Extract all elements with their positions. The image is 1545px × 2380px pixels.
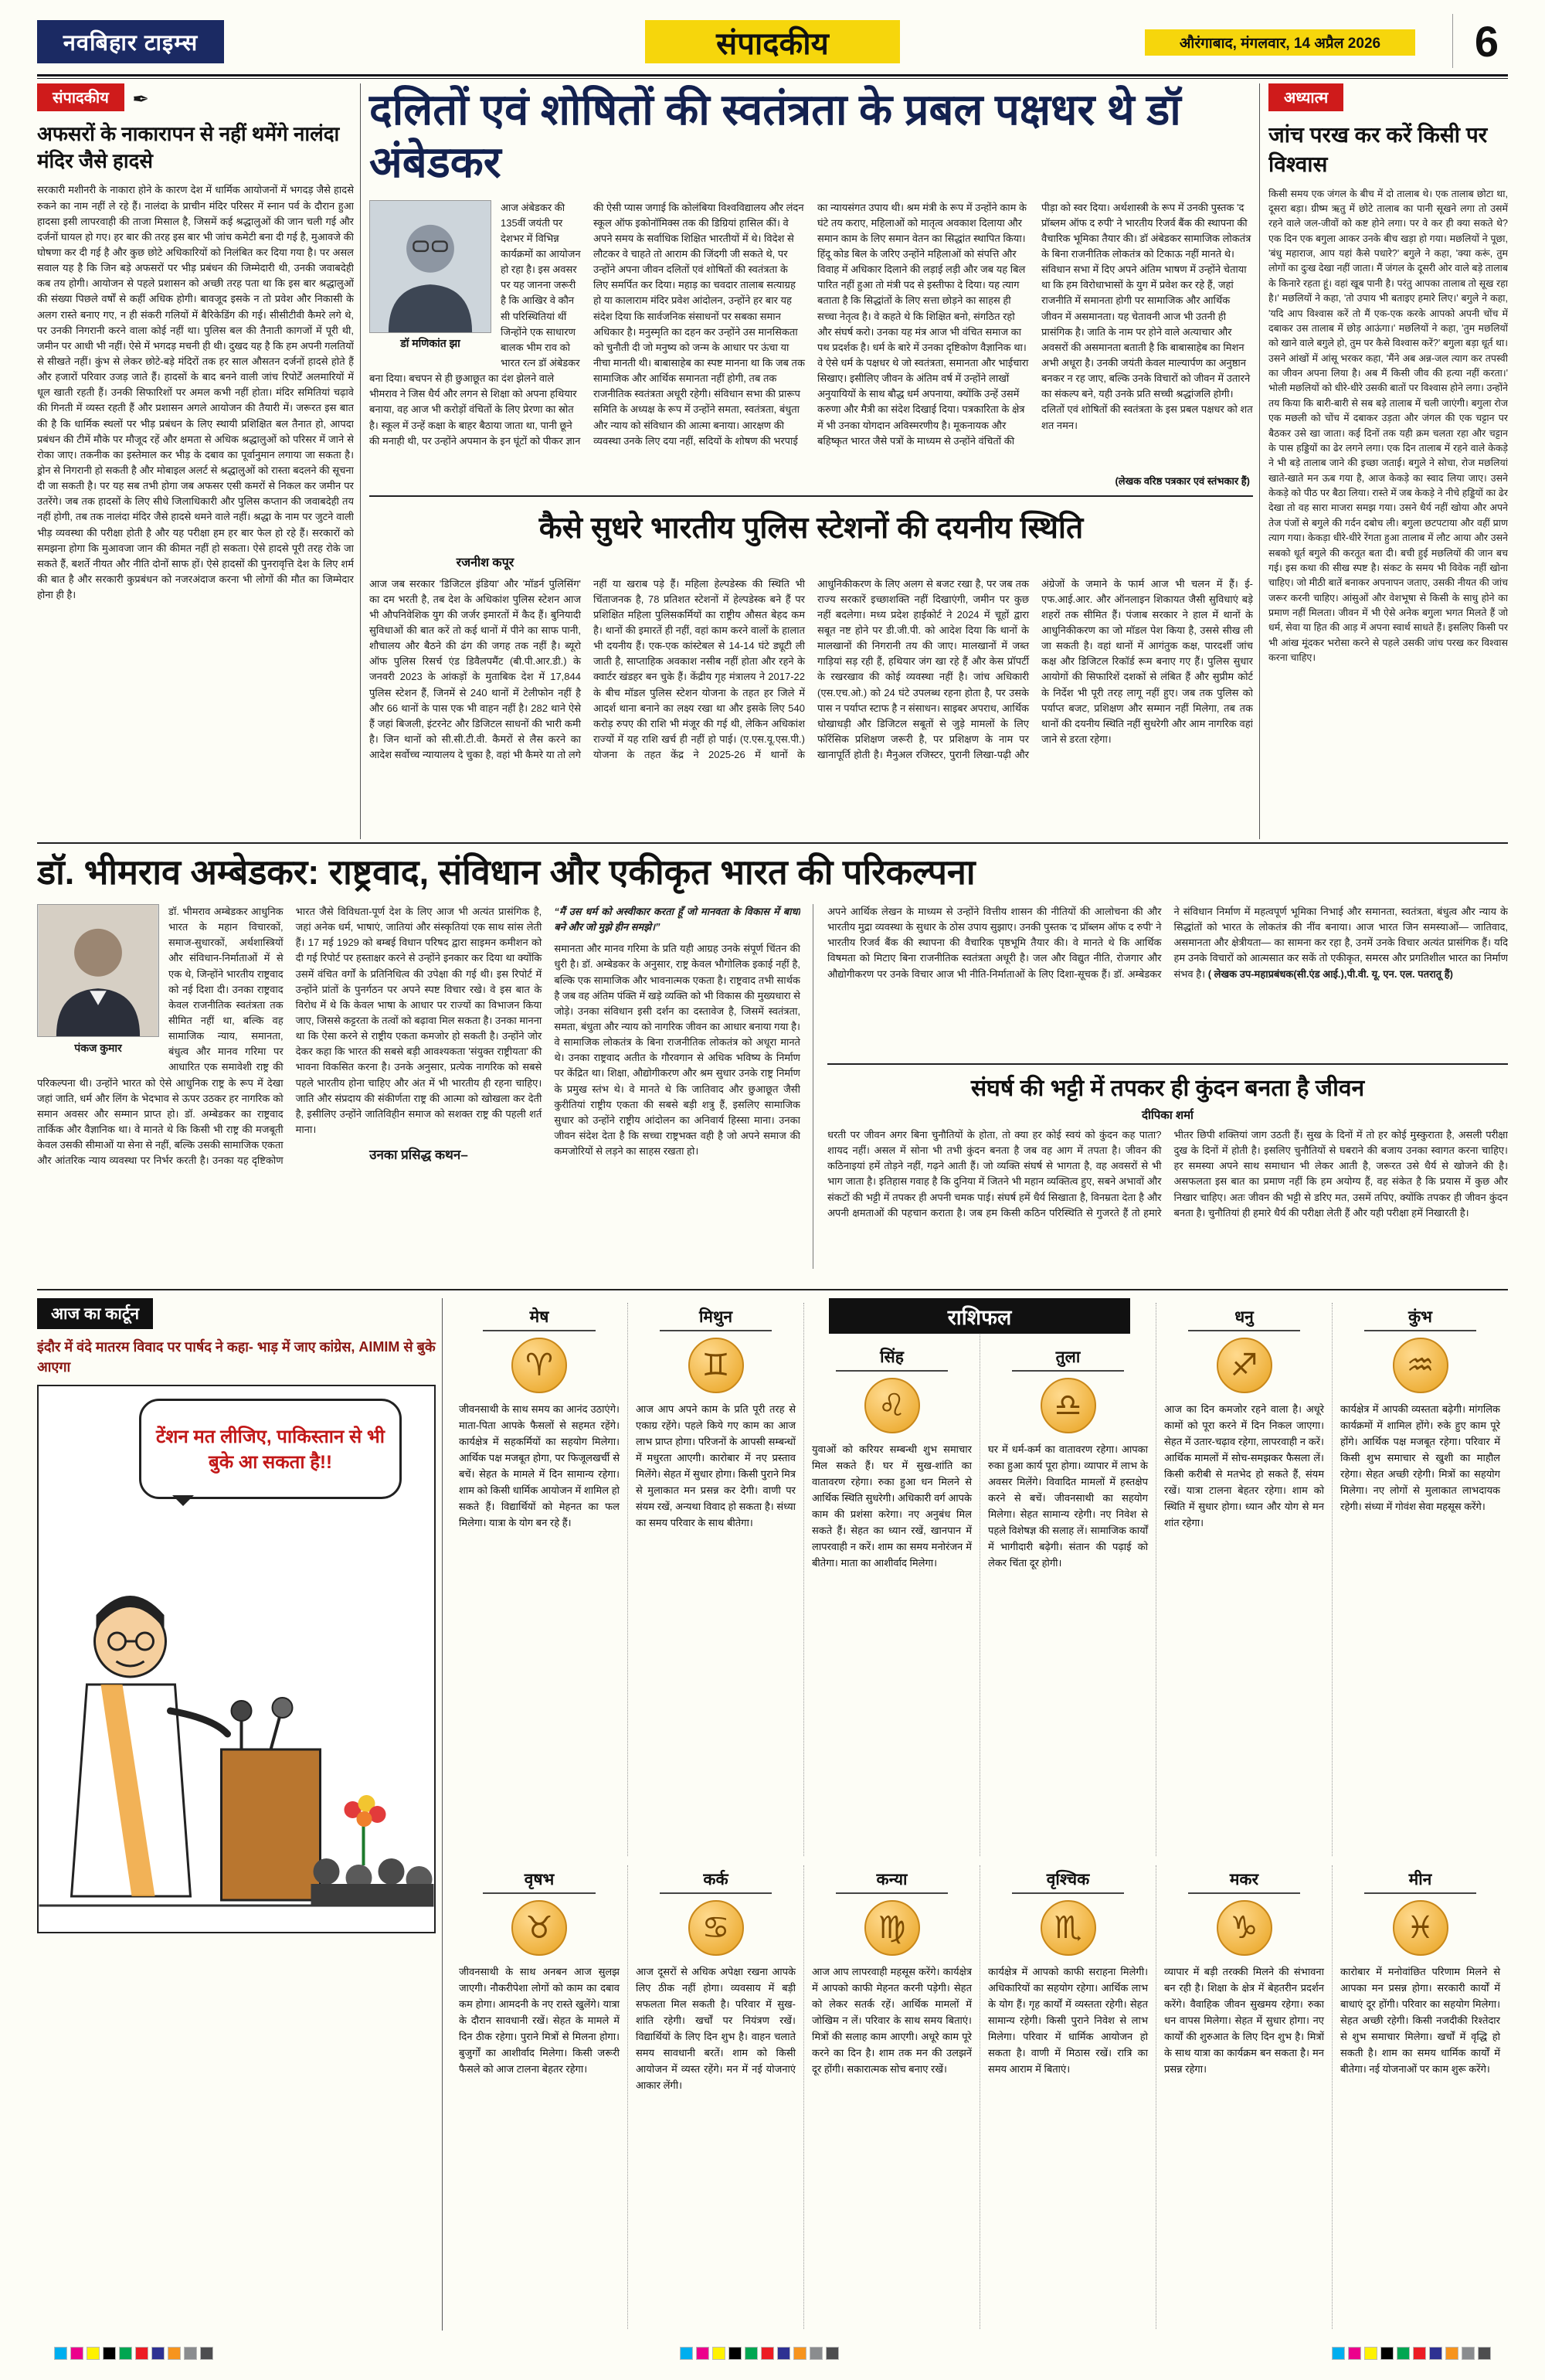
cartoon-section-label: आज का कार्टून [37,1298,153,1329]
header-rule [37,74,1508,76]
horoscope-card-tula [980,1303,1156,1856]
author-photo [37,904,159,1057]
horoscope-card-vrishchik [980,1865,1156,2329]
horoscope-card-singh [803,1303,980,1856]
zodiac-name: तुला [1012,1346,1124,1372]
pen-icon: ✒ [132,87,150,111]
zodiac-symbol: ♑ [1230,1911,1258,1945]
zodiac-name: धनु [1188,1306,1300,1331]
horoscope-text: व्यापार में बड़ी तरक्की मिलने की संभावना बन रही है। शिक्षा के क्षेत्र में बेहतरीन प्रदर्शन करेंगे। वैवाहिक जीवन सुखमय रहेगा। रुका धन वापस मिलेगा। सेहत में सुधार होगा। नए कार्यों की शुरुआत के लिए दिन शुभ है। मित्रों के साथ यात्रा का कार्यक्रम बन सकता है। मन प्रसन्न रहेगा। [1164,1966,1324,2076]
photo-caption: पंकज कुमार [74,1042,122,1054]
photo-caption: डॉ मणिकांत झा [400,336,460,349]
ambedkar-right-body-wrap [827,904,1508,1056]
ambedkar-article [37,852,1508,1281]
zodiac-name: कर्क [660,1868,772,1894]
horoscope-text: आज आप अपने काम के प्रति पूरी तरह से एकाग्र रहेंगे। पहले किये गए काम का आज लाभ प्राप्त होगा। परिजनों के आपसी सम्बन्धों में मधुरता आएगी। कारोबार में नए प्रस्ताव मिलेंगे। सेहत में सुधार होगा। किसी पुराने मित्र से मुलाकात मन प्रसन्न कर देगी। वाणी पर संयम रखें, अन्यथा विवाद हो सकता है। संध्या का समय परिवार के साथ बीतेगा। [636,1403,796,1529]
horoscope-card-mesh [451,1303,627,1856]
horoscope-card-dhanu [1156,1303,1332,1856]
zodiac-symbol: ♌ [878,1389,906,1423]
zodiac-icon [511,1338,567,1393]
horoscope-card-kanya [803,1865,980,2329]
zodiac-icon [864,1378,920,1433]
horoscope-section-title: राशिफल [829,1298,1130,1334]
quote-heading: उनका प्रसिद्ध कथन– [369,1148,468,1163]
zodiac-icon [1041,1378,1096,1433]
zodiac-icon [1393,1338,1448,1393]
zodiac-name: वृषभ [483,1868,596,1894]
police-article-headline: कैसे सुधरे भारतीय पुलिस स्टेशनों की दयनीय स्थिति [538,511,1084,545]
zodiac-name: कुंभ [1364,1306,1476,1331]
ambedkar-endnote: ( लेखक उप-महाप्रबंधक(सी.एंड आई.),पी.वी. यू. एन. एल. पतरातू हैं) [1207,967,1454,980]
struggle-byline: दीपिका शर्मा [1142,1109,1194,1122]
zodiac-icon [688,1900,744,1956]
ambedkar-right-block [827,904,1508,1274]
cartoon-caption: इंदौर में वंदे मातरम विवाद पर पार्षद ने कहा- भाड़ में जाए कांग्रेस, AIMIM से बुके आएगा [37,1339,436,1375]
speech-bubble: टेंशन मत लीजिए, पाकिस्तान से भी बुके आ सकता है!! [139,1399,402,1499]
zodiac-icon [864,1900,920,1956]
print-registration-marks [1332,2347,1491,2360]
column-divider [442,1298,443,2331]
header-rule-thin [37,78,1508,79]
horoscope-card-kumbh [1332,1303,1508,1856]
cartoon-drawing [37,1385,436,1933]
horoscope-text: आज दूसरों से अधिक अपेक्षा रखना आपके लिए ठीक नहीं होगा। व्यवसाय में बड़ी सफलता मिल सकती है। परिवार में सुख-शांति रहेगी। खर्चों पर नियंत्रण रखें। विद्यार्थियों के लिए दिन शुभ है। वाहन चलाते समय सावधानी बरतें। शाम को किसी आयोजन में व्यस्त रहेंगे। मन में नई योजनाएं आकार लेंगी। [636,1966,796,2092]
horoscope-card-vrishabh [451,1865,627,2329]
author-portrait-image [369,200,491,333]
horoscope-text: कार्यक्षेत्र में आपको काफी सराहना मिलेगी। अधिकारियों का सहयोग रहेगा। आर्थिक लाभ के योग हैं। गृह कार्यों में व्यस्तता रहेगी। सेहत सामान्य रहेगी। किसी पुराने निवेश से लाभ मिलेगा। परिवार में धार्मिक आयोजन हो सकता है। वाणी में मिठास रखें। रात्रि का समय आराम में बिताएं। [988,1966,1148,2076]
print-registration-marks [680,2347,839,2360]
editorial-column [37,83,354,839]
column-divider [360,83,361,839]
zodiac-symbol: ♎ [1054,1389,1082,1423]
zodiac-symbol: ♏ [1054,1911,1082,1945]
horoscope-text: युवाओं को करियर सम्बन्धी शुभ समाचार मिल सकते हैं। घर में सुख-शांति का वातावरण रहेगा। रुका हुआ धन मिलने से आर्थिक स्थिति सुधरेगी। अधिकारी वर्ग आपके काम की प्रशंसा करेगा। नए अनुबंध मिल सकते हैं। सेहत का ध्यान रखें, खानपान में लापरवाही न करें। शाम का समय मनोरंजन में बीतेगा। माता का आशीर्वाद मिलेगा। [812,1443,972,1569]
zodiac-name: मेष [483,1306,596,1331]
struggle-headline: संघर्ष की भट्टी में तपकर ही कुंदन बनता है जीवन [970,1076,1365,1101]
zodiac-symbol: ♋ [701,1911,730,1945]
zodiac-name: वृश्चिक [1012,1868,1124,1894]
famous-quote: “मैं उस धर्म को अस्वीकार करता हूँ जो मानवता के विकास में बाधा बने और जो मुझे हीन समझे।” [554,906,800,933]
ambedkar-headline: डॉ. भीमराव अम्बेडकर: राष्ट्रवाद, संविधान और एकीकृत भारत की परिकल्पना [37,852,976,892]
spiritual-headline: जांच परख कर करें किसी पर विश्वास [1268,123,1488,176]
struggle-body: धरती पर जीवन अगर बिना चुनौतियों के होता, तो क्या हर कोई स्वयं को कुंदन कह पाता? शायद नहीं। असल में सोना भी तभी कुंदन बनता है जब वह आग में तपता है। जीवन की कठिनाइयां हमें तोड़ने नहीं, गढ़ने आती हैं। जो व्यक्ति संघर्ष से भागता है, वह अवसरों से भी भाग जाता है। इतिहास गवाह है कि दुनिया में जितने भी महान व्यक्तित्व हुए, सबने अभावों और संकटों की भट्टी में तपकर ही अपनी चमक पाई। संघर्ष हमें धैर्य सिखाता है, विनम्रता देता है और अपनी क्षमताओं की पहचान कराता है। जब हम किसी कठिन परिस्थिति से गुजरते हैं तो हमारे भीतर छिपी शक्तियां जाग उठती हैं। सुख के दिनों में तो हर कोई मुस्कुराता है, असली परीक्षा दुख के दिनों में होती है। इसलिए चुनौतियों से घबराने की बजाय उनका स्वागत करना चाहिए। हर समस्या अपने साथ समाधान भी लेकर आती है, जरूरत उसे धैर्य से खोजने की है। असफलता इस बात का प्रमाण नहीं कि हम अयोग्य हैं, वह संकेत है कि प्रयास में कुछ और निखार चाहिए। अतः जीवन की भट्टी से डरिए मत, उसमें तपिए, क्योंकि तपकर ही जीवन कुंदन बनता है। चुनौतियां ही हमारे धैर्य की परीक्षा लेती हैं और यही परीक्षा हमें निखारती है। [827,1129,1508,1219]
zodiac-symbol: ♒ [1406,1348,1435,1382]
zodiac-symbol: ♍ [878,1911,906,1945]
horoscope-card-meen [1332,1865,1508,2329]
spiritual-column [1268,83,1508,839]
newspaper-masthead: नवबिहार टाइम्स [37,20,224,63]
spiritual-section-ribbon: अध्यात्म [1268,83,1343,111]
zodiac-icon [1217,1338,1272,1393]
section-rule [37,1289,1508,1290]
editorial-body: सरकारी मशीनरी के नाकारा होने के कारण देश में धार्मिक आयोजनों में भगदड़ जैसे हादसे रुकने का नाम नहीं ले रहे हैं। नालंदा के प्राचीन मंदिर परिसर में स्नान पर्व के दौरान हुआ हादसा इसी लापरवाही की ताजा मिसाल है, जिसमें कई श्रद्धालुओं की जान चली गई और दर्जनों घायल हो गए। हर बार की तरह इस बार भी जांच कमेटी बना दी गई है, मुआवजे की घोषणा कर दी गई है और कुछ छोटे अधिकारियों को निलंबित कर दिया गया है। पर असल सवाल यह है कि जिन बड़े अफसरों पर भीड़ प्रबंधन की जिम्मेदारी थी, उनकी जवाबदेही कब तय होगी। आयोजन से पहले प्रशासन को अच्छी तरह पता था कि इस बार श्रद्धालुओं की संख्या पिछले वर्षों से कहीं अधिक होगी। बावजूद इसके न तो प्रवेश और निकासी के अलग रास्ते बनाए गए, न ही संकरी गलियों में बैरिकेडिंग की गई। सीसीटीवी कैमरे लगे थे, पर उनकी निगरानी करने वाला कोई नहीं था। पुलिस बल की तैनाती कागजों में पूरी थी, जमीन पर आधी भी नहीं। ऐसे में भगदड़ मचनी ही थी। दुखद यह है कि हम अपनी गलतियों से सीखते नहीं। कुंभ से लेकर छोटे-बड़े मंदिरों तक हर साल औसतन दर्जनों हादसे होते हैं और हजारों परिवार उजड़ जाते हैं। हादसों के बाद बनने वाली जांच रिपोर्टें अलमारियों में धूल खाती रहती हैं। उनकी सिफारिशों पर अमल कभी नहीं होता। मंदिर समितियां चढ़ावे की गिनती में व्यस्त रहती हैं और प्रशासन अगले आयोजन की तैयारी में। जरूरत इस बात की है कि धार्मिक स्थलों पर भीड़ प्रबंधन के लिए स्थायी प्रशिक्षित बल तैनात हो, आपदा प्रबंधन की टीमें मौके पर मौजूद रहें और क्षमता से अधिक श्रद्धालुओं को परिसर में जाने से रोका जाए। तकनीक का इस्तेमाल कर भीड़ के दबाव का पूर्वानुमान लगाया जा सकता है। ड्रोन से निगरानी हो सकती है और मोबाइल अलर्ट से श्रद्धालुओं को रास्ता बदलने की सूचना दी जा सकती है। पर यह सब तभी होगा जब अफसर एसी कमरों से निकल कर जमीन पर उतरेंगे। जब तक हादसों के लिए सीधे जिलाधिकारी और पुलिस कप्तान की जवाबदेही तय नहीं होगी, तब तक नालंदा मंदिर जैसे हादसे थमने वाले नहीं। श्रद्धा के नाम पर जुटने वाली भीड़ व्यवस्था की परीक्षा होती है और यह परीक्षा हम हर बार फेल हो रहे हैं। सरकारों को समझना होगा कि मुआवजा जान की कीमत नहीं हो सकता। ऐसे हादसे पूरी तरह रोके जा सकते हैं, बशर्ते नीयत और नीति दोनों साफ हों। ऐसे हादसों की पुनरावृत्ति देश के लिए शर्म की बात है और सरकारी कुप्रबंधन को नजरअंदाज करना भी लोगों की मौत का जिम्मेदार होना ही है। [37,184,354,601]
author-photo [369,200,491,351]
police-article [369,495,1253,835]
horoscope-text: घर में धर्म-कर्म का वातावरण रहेगा। आपका रुका हुआ कार्य पूरा होगा। व्यापार में लाभ के अवसर मिलेंगे। विवादित मामलों में हस्तक्षेप करने से बचें। जीवनसाथी का सहयोग मिलेगा। सेहत सामान्य रहेगी। नए निवेश से पहले विशेषज्ञ की सलाह लें। सामाजिक कार्यों में भागीदारी बढ़ेगी। संतान की पढ़ाई को लेकर चिंता दूर होगी। [988,1443,1148,1569]
column-divider [1259,83,1260,839]
zodiac-icon [1393,1900,1448,1956]
main-article-endnote: (लेखक वरिष्ठ पत्रकार एवं स्तंभकार हैं) [1107,474,1250,488]
zodiac-icon [1041,1900,1096,1956]
horoscope-card-kark [627,1865,803,2329]
author-portrait-image [37,904,159,1037]
horoscope-card-mithun [627,1303,803,1856]
ambedkar-left-block [37,904,813,1269]
horoscope-text: आज का दिन कमजोर रहने वाला है। अधूरे कामों को पूरा करने में दिन निकल जाएगा। सेहत में उतार-चढ़ाव रहेगा, लापरवाही न करें। आर्थिक मामलों में सोच-समझकर फैसला लें। किसी करीबी से मतभेद हो सकते हैं, संयम रखें। यात्रा टालना बेहतर रहेगा। शाम को स्थिति में सुधार होगा। ध्यान और योग से मन शांत रहेगा। [1164,1403,1324,1529]
zodiac-name: मिथुन [660,1306,772,1331]
horoscope-text: कार्यक्षेत्र में आपकी व्यस्तता बढ़ेगी। मांगलिक कार्यक्रमों में शामिल होंगे। रुके हुए काम पूरे होंगे। आर्थिक पक्ष मजबूत रहेगा। परिवार में किसी शुभ समाचार से खुशी का माहौल रहेगा। सेहत अच्छी रहेगी। मित्रों का सहयोग मिलेगा। नए लोगों से मुलाकात लाभदायक रहेगी। संध्या में गोवंश सेवा महसूस करेंगे। [1340,1403,1500,1513]
zodiac-name: सिंह [836,1346,948,1372]
main-article-body-wrap [369,200,1253,488]
zodiac-symbol: ♓ [1406,1911,1435,1945]
print-registration-marks [54,2347,213,2360]
horoscope-text: कारोबार में मनोवांछित परिणाम मिलने से आपका मन प्रसन्न होगा। सरकारी कार्यों में बाधाएं दूर होंगी। परिवार का सहयोग मिलेगा। सेहत अच्छी रहेगी। किसी नजदीकी रिश्तेदार से शुभ समाचार मिलेगा। खर्चों में वृद्धि हो सकती है। शाम का समय धार्मिक कार्यों में बीतेगा। नई योजनाओं पर काम शुरू करेंगे। [1340,1966,1500,2076]
zodiac-name: मीन [1364,1868,1476,1894]
page-section-label: संपादकीय [645,20,900,63]
horoscope-card-makar [1156,1865,1332,2329]
zodiac-symbol: ♊ [701,1348,730,1382]
ambedkar-body-right: अपने आर्थिक लेखन के माध्यम से उन्होंने वित्तीय शासन की नीतियों की आलोचना की और भारतीय मुद्रा व्यवस्था के सुधार के ठोस उपाय सुझाए। उनकी पुस्तक 'द प्रॉब्लम ऑफ द रुपी' ने भारतीय रिजर्व बैंक की स्थापना की वैचारिक पृष्ठभूमि तैयार की। वे मानते थे कि आर्थिक विषमता को मिटाए बिना राजनीतिक स्वतंत्रता अधूरी है। जल और विद्युत नीति, रोजगार और औद्योगीकरण पर उनके विचार आज भी नीति-निर्माताओं के लिए दिशा-सूचक हैं। डॉ. अम्बेडकर ने संविधान निर्माण में महत्वपूर्ण भूमिका निभाई और समानता, स्वतंत्रता, बंधुत्व और न्याय के सिद्धांतों को भारत के लोकतंत्र की नींव बनाया। आज भारत जिन समस्याओं— जातिवाद, असमानता और क्षेत्रीयता— का सामना कर रहा है, उनमें उनके विचार अत्यंत प्रासंगिक हैं। यदि हम उनके विचारों को आत्मसात कर सकें तो एकीकृत, समरस और प्रगतिशील भारत का निर्माण संभव है। [827,906,1508,980]
horoscope-text: जीवनसाथी के साथ अनबन आज सुलझ जाएगी। नौकरीपेशा लोगों को काम का दबाव कम होगा। आमदनी के नए रास्ते खुलेंगे। यात्रा के दौरान सावधानी रखें। सेहत के मामले में दिन ठीक रहेगा। पुराने मित्रों से मिलना होगा। बुजुर्गों का आशीर्वाद मिलेगा। किसी जरूरी फैसले को आज टालना बेहतर रहेगा। [459,1966,620,2076]
struggle-article [827,1063,1508,1274]
main-article-body: आज अंबेडकर की 135वीं जयंती पर देशभर में विभिन्न कार्यक्रमों का आयोजन हो रहा है। इस अवसर पर यह जानना जरूरी है कि आखिर वे कौन सी परिस्थितियां थीं जिन्होंने एक साधारण बालक भीम राव को भारत रत्न डॉ अंबेडकर बना दिया। बचपन से ही छुआछूत का दंश झेलने वाले भीमराव ने जिस धैर्य और लगन से शिक्षा को अपना हथियार बनाया, वह आज भी करोड़ों वंचितों के लिए प्रेरणा का स्रोत है। स्कूल में उन्हें कक्षा के बाहर बैठाया जाता था, पानी छूने की मनाही थी, पर उन्होंने अपमान के इन घूंटों को पीकर ज्ञान की ऐसी प्यास जगाई कि कोलंबिया विश्वविद्यालय और लंदन स्कूल ऑफ इकोनॉमिक्स तक की डिग्रियां हासिल कीं। वे अपने समय के सर्वाधिक शिक्षित भारतीयों में थे। विदेश से लौटकर वे चाहते तो आराम की जिंदगी जी सकते थे, पर उन्होंने अपना जीवन दलितों एवं शोषितों की स्वतंत्रता के लिए समर्पित कर दिया। महाड़ का चवदार तालाब सत्याग्रह हो या कालाराम मंदिर प्रवेश आंदोलन, उन्होंने हर बार यह संदेश दिया कि सार्वजनिक संसाधनों पर सबका समान अधिकार है। मनुस्मृति का दहन कर उन्होंने उस मानसिकता को चुनौती दी जो मनुष्य को जन्म के आधार पर ऊंचा या नीचा मानती थी। बाबासाहेब का स्पष्ट मानना था कि जब तक सामाजिक और आर्थिक समानता नहीं होगी, तब तक राजनीतिक स्वतंत्रता अधूरी रहेगी। संविधान सभा की प्रारूप समिति के अध्यक्ष के रूप में उन्होंने समता, स्वतंत्रता, बंधुता और न्याय को संविधान की आत्मा बनाया। आरक्षण की व्यवस्था उनके लिए दया नहीं, सदियों के शोषण की भरपाई का न्यायसंगत उपाय थी। श्रम मंत्री के रूप में उन्होंने काम के घंटे तय कराए, महिलाओं को मातृत्व अवकाश दिलाया और समान काम के लिए समान वेतन का सिद्धांत स्थापित किया। हिंदू कोड बिल के जरिए उन्होंने महिलाओं को संपत्ति और विवाह में अधिकार दिलाने की लड़ाई लड़ी और जब यह बिल पारित नहीं हुआ तो मंत्री पद से इस्तीफा दे दिया। यह त्याग बताता है कि सिद्धांतों के लिए सत्ता छोड़ने का साहस ही सच्चा नेतृत्व है। वे कहते थे कि शिक्षित बनो, संगठित रहो और संघर्ष करो। उनका यह मंत्र आज भी वंचित समाज का पथ प्रदर्शक है। धर्म के बारे में उनका दृष्टिकोण वैज्ञानिक था। वे ऐसे धर्म के पक्षधर थे जो स्वतंत्रता, समानता और भाईचारा सिखाए। इसीलिए जीवन के अंतिम वर्ष में उन्होंने लाखों अनुयायियों के साथ बौद्ध धर्म अपनाया, क्योंकि उन्हें उसमें करुणा और मैत्री का संदेश दिखाई दिया। पत्रकारिता के क्षेत्र में भी उनका योगदान अविस्मरणीय है। मूकनायक और बहिष्कृत भारत जैसे पत्रों के माध्यम से उन्होंने वंचितों की पीड़ा को स्वर दिया। अर्थशास्त्री के रूप में उनकी पुस्तक 'द प्रॉब्लम ऑफ द रुपी' ने भारतीय रिजर्व बैंक की स्थापना की वैचारिक भूमिका तैयार की। डॉ अंबेडकर सामाजिक लोकतंत्र के बिना राजनीतिक लोकतंत्र को टिकाऊ नहीं मानते थे। संविधान सभा में दिए अपने अंतिम भाषण में उन्होंने चेताया था कि हम विरोधाभासों के युग में प्रवेश कर रहे हैं, जहां राजनीति में समानता होगी पर सामाजिक और आर्थिक जीवन में असमानता। यह चेतावनी आज भी उतनी ही प्रासंगिक है। जाति के नाम पर होने वाले अत्याचार और अवसरों की असमानता बताती है कि बाबासाहेब का मिशन अभी अधूरा है। उनकी जयंती केवल माल्यार्पण का अनुष्ठान बनकर न रह जाए, बल्कि उनके विचारों को जीवन में उतारने का संकल्प बने, यही उनके प्रति सच्ची श्रद्धांजलि होगी। दलितों एवं शोषितों की स्वतंत्रता के इस प्रबल पक्षधर को शत शत नमन। [369,201,1253,447]
horoscope-text: जीवनसाथी के साथ समय का आनंद उठाएंगे। माता-पिता आपके फैसलों से सहमत रहेंगे। कार्यक्षेत्र में सहकर्मियों का सहयोग मिलेगा। आर्थिक पक्ष मजबूत होगा, पर फिजूलखर्ची से बचें। सेहत के मामले में दिन सामान्य रहेगा। शाम को किसी धार्मिक आयोजन में शामिल हो सकते हैं। विद्यार्थियों को मेहनत का फल मिलेगा। यात्रा के योग बन रहे हैं। [459,1403,620,1529]
police-article-body: आज जब सरकार 'डिजिटल इंडिया' और 'मॉडर्न पुलिसिंग' का दम भरती है, तब देश के अधिकांश पुलिस स्टेशन आज भी औपनिवेशिक युग की जर्जर इमारतों में कैद हैं। बुनियादी सुविधाओं की बात करें तो कई थानों में पीने का साफ पानी, शौचालय और बैठने की ढंग की जगह तक नहीं है। ब्यूरो ऑफ पुलिस रिसर्च एंड डिवैलपमैंट (बी.पी.आर.डी.) के जनवरी 2023 के आंकड़ों के मुताबिक देश में 17,844 पुलिस स्टेशन हैं, जिनमें से 240 थानों में टेलीफोन नहीं है और 66 थानों के पास एक भी वाहन नहीं है। 282 थाने ऐसे हैं जहां बिजली, इंटरनेट और डिजिटल साधनों की भारी कमी है। जिन थानों को सी.सी.टी.वी. कैमरों से लैस करने का आदेश सर्वोच्च न्यायालय दे चुका है, वहां भी कैमरे या तो लगे नहीं या खराब पड़े हैं। महिला हेल्पडेस्क की स्थिति भी चिंताजनक है, 78 प्रतिशत स्टेशनों में हेल्पडेस्क बने हैं पर प्रशिक्षित महिला पुलिसकर्मियों का राष्ट्रीय औसत बेहद कम है। थानों की इमारतें ही नहीं, वहां काम करने वालों के हालात भी दयनीय हैं। एक-एक कांस्टेबल से 14-14 घंटे ड्यूटी ली जाती है, साप्ताहिक अवकाश नसीब नहीं होता और रहने के क्वार्टर खंडहर बन चुके हैं। केंद्रीय गृह मंत्रालय ने 2017-22 के बीच मॉडल पुलिस स्टेशन योजना के तहत हर जिले में आदर्श थाना बनाने का लक्ष्य रखा था और इसके लिए 540 करोड़ रुपए की राशि भी मंजूर की गई थी, लेकिन अधिकांश राज्यों में यह राशि खर्च ही नहीं हो पाई। (ए.एस.यू.एस.पी.) योजना के तहत केंद्र ने 2025-26 में थानों के आधुनिकीकरण के लिए अलग से बजट रखा है, पर जब तक राज्य सरकारें इच्छाशक्ति नहीं दिखाएंगी, जमीन पर कुछ नहीं बदलेगा। मध्य प्रदेश हाईकोर्ट ने 2024 में चूहों द्वारा सबूत नष्ट होने पर डी.जी.पी. को आदेश दिया कि थानों के मालखानों की निगरानी तय की जाए। मालखानों में जब्त गाड़ियां सड़ रही हैं, हथियार जंग खा रहे हैं और केस प्रॉपर्टी के रखरखाव की कोई व्यवस्था नहीं है। जांच अधिकारी (एस.एच.ओ.) को 24 घंटे उपलब्ध रहना होता है, पर उसके पास न पर्याप्त स्टाफ है न संसाधन। साइबर अपराध, आर्थिक धोखाधड़ी और डिजिटल सबूतों से जुड़े मामलों के लिए फॉरेंसिक प्रशिक्षण जरूरी है, पर प्रशिक्षण के नाम पर खानापूर्ति होती है। मैनुअल रजिस्टर, पुरानी लिखा-पढ़ी और अंग्रेजों के जमाने के फार्म आज भी चलन में हैं। ई-एफ.आई.आर. और ऑनलाइन शिकायत जैसी सुविधाएं बड़े शहरों तक सीमित हैं। पंजाब सरकार ने हाल में थानों के आधुनिकीकरण का जो मॉडल पेश किया है, उससे सीख ली जा सकती है। वहां थानों में आगंतुक कक्ष, पारदर्शी जांच कक्ष और डिजिटल रिकॉर्ड रूम बनाए गए हैं। पुलिस सुधार आयोगों की सिफारिशें दशकों से लंबित हैं और सुप्रीम कोर्ट के निर्देश भी पूरी तरह लागू नहीं हुए। जब तक पुलिस को पर्याप्त बजट, प्रशिक्षण और सम्मान नहीं मिलेगा, तब तक थानों की दयनीय स्थिति नहीं सुधरेगी और आम नागरिक वहां जाने से डरता रहेगा। [369,577,1253,761]
zodiac-symbol: ♐ [1230,1348,1258,1382]
zodiac-symbol: ♈ [525,1348,553,1382]
center-column [369,83,1253,839]
horoscope-section [451,1298,1508,2331]
spiritual-body: किसी समय एक जंगल के बीच में दो तालाब थे। एक तालाब छोटा था, दूसरा बड़ा। ग्रीष्म ऋतु में छोटे तालाब का पानी सूखने लगा तो उसमें रहने वाले जल-जीवों को कष्ट होने लगा। पर वे कर ही क्या सकते थे? एक दिन एक बगुला आकर उनके बीच खड़ा हो गया। मछलियों ने पूछा, 'बंधु महाराज, आप यहां कैसे पधारे?' बगुले ने कहा, 'क्या करूं, तुम लोगों का दुःख देखा नहीं जाता। मैं जंगल के दूसरी ओर वाले बड़े तालाब के किनारे रहता हूं। वहां खूब पानी है। परंतु आपका तालाब तो सूख रहा है।' मछलियों ने कहा, 'तो उपाय भी बताइए हमारे लिए।' बगुले ने कहा, 'यदि आप विश्वास करें तो मैं एक-एक करके आपको अपनी चोंच में दबाकर उस तालाब में छोड़ आऊंगा।' मछलियों ने कहा, 'तुम मछलियों को खाने वाले बगुले हो, तुम पर कैसे विश्वास करें?' बगुला बड़ा धूर्त था। उसने आंखों में आंसू भरकर कहा, 'मैंने अब अन्न-जल त्याग कर तपस्वी का जीवन अपना लिया है। अब मैं किसी जीव की हत्या नहीं करता।' भोली मछलियों को धीरे-धीरे उसकी बातों पर विश्वास होने लगा। उन्होंने तय किया कि बारी-बारी से सब बड़े तालाब में चली जाएंगी। बगुला रोज एक मछली को चोंच में दबाकर उड़ता और जंगल की एक चट्टान पर बैठकर उसे खा जाता। कई दिनों तक यही क्रम चलता रहा और चट्टान के पास हड्डियों का ढेर लगने लगा। एक दिन तालाब में रहने वाले केकड़े ने भी बड़े तालाब जाने की इच्छा जताई। बगुले ने सोचा, रोज मछलियां खाते-खाते मन ऊब गया है, आज केकड़े का स्वाद लिया जाए। उसने केकड़े को पीठ पर बैठा लिया। रास्ते में जब केकड़े ने नीचे हड्डियों का ढेर देखा तो वह सारा माजरा समझ गया। उसने धैर्य नहीं खोया और अपने तेज पंजों से बगुले की गर्दन दबोच ली। बगुला छटपटाया और वहीं प्राण त्याग गया। केकड़ा धीरे-धीरे रेंगता हुआ तालाब में लौट आया और उसने सबको धूर्त बगुले की करतूत बता दी। बची हुई मछलियों की जान बच गई। इस कथा की सीख स्पष्ट है। संकट के समय भी विवेक नहीं खोना चाहिए। जो मीठी बातें बनाकर अपनापन जताए, उसकी नीयत की जांच जरूर करनी चाहिए। आंसुओं और वेशभूषा से किसी के साधु होने का प्रमाण नहीं मिलता। जीवन में भी ऐसे अनेक बगुला भगत मिलते हैं जो धर्म, सेवा या हित की आड़ में अपना स्वार्थ साधते हैं। इसलिए किसी पर भी आंख मूंदकर भरोसा करने से पहले उसकी जांच परख कर विश्वास करना चाहिए। [1268,188,1508,664]
ambedkar-body-2: समानता और मानव गरिमा के प्रति यही आग्रह उनके संपूर्ण चिंतन की धुरी है। डॉ. अम्बेडकर के अनुसार, राष्ट्र केवल भौगोलिक इकाई नहीं है, बल्कि एक सामाजिक और भावनात्मक एकता है। राष्ट्रवाद तभी सार्थक है जब वह अंतिम पंक्ति में खड़े व्यक्ति को भी विकास की मुख्यधारा से जोड़े। उनका संविधान इसी दर्शन का दस्तावेज है, जिसमें स्वतंत्रता, समता, बंधुता और न्याय को नागरिक जीवन का आधार बनाया गया है। वे सामाजिक लोकतंत्र के बिना राजनीतिक लोकतंत्र को अधूरा मानते थे। उनका राष्ट्रवाद अतीत के गौरवगान से अधिक भविष्य के निर्माण पर केंद्रित था। शिक्षा, औद्योगीकरण और श्रम सुधार उनके राष्ट्र निर्माण के प्रमुख स्तंभ थे। वे मानते थे कि जातिवाद और छुआछूत जैसी कुरीतियां राष्ट्रीय एकता की सबसे बड़ी शत्रु हैं, इसलिए सामाजिक सुधार को उन्होंने राष्ट्रीय आंदोलन का अनिवार्य हिस्सा माना। उनका जीवन संदेश देता है कि सच्चा राष्ट्रभक्त वही है जो अपने समाज की कमजोरियों से लड़ने का साहस रखता हो। [554,943,800,1158]
editorial-headline: अफसरों के नाकारापन से नहीं थमेंगे नालंदा मंदिर जैसे हादसे [37,122,340,173]
horoscope-text: आज आप लापरवाही महसूस करेंगे। कार्यक्षेत्र में आपको काफी मेहनत करनी पड़ेगी। सेहत को लेकर सतर्क रहें। आर्थिक मामलों में जोखिम न लें। परिवार के साथ समय बिताएं। मित्रों की सलाह काम आएगी। अधूरे काम पूरे करने का दिन है। शाम तक मन की उलझनें दूर होंगी। सकारात्मक सोच बनाए रखें। [812,1966,972,2076]
horoscope-grid [451,1303,1508,2331]
cartoon-block [37,1298,436,1933]
dateline: औरंगाबाद, मंगलवार, 14 अप्रैल 2026 [1145,29,1415,56]
zodiac-symbol: ♉ [525,1911,553,1945]
editorial-section-ribbon: संपादकीय [37,83,124,111]
police-article-byline: रजनीश कपूर [456,556,514,570]
page-number: 6 [1452,14,1499,68]
zodiac-icon [1217,1900,1272,1956]
section-rule [37,842,1508,844]
zodiac-icon [511,1900,567,1956]
main-article-headline: दलितों एवं शोषितों की स्वतंत्रता के प्रबल पक्षधर थे डॉ अंबेडकर [369,85,1181,187]
zodiac-name: कन्या [836,1868,948,1894]
zodiac-icon [688,1338,744,1393]
zodiac-name: मकर [1188,1868,1300,1894]
ambedkar-body-1: डॉ. भीमराव अम्बेडकर आधुनिक भारत के महान विचारकों, समाज-सुधारकों, अर्थशास्त्रियों और संविधान-निर्माताओं में से एक थे, जिन्होंने भारतीय राष्ट्रवाद को नई दिशा दी। उनका राष्ट्रवाद केवल राजनीतिक स्वतंत्रता तक सीमित नहीं था, बल्कि वह सामाजिक न्याय, समानता, बंधुत्व और मानव गरिमा पर आधारित एक समावेशी राष्ट्र की परिकल्पना थी। उन्होंने भारत को ऐसे आधुनिक राष्ट्र के रूप में देखा जहां जाति, धर्म और लिंग के भेदभाव से ऊपर उठकर हर नागरिक को समान अवसर और सम्मान प्राप्त हो। डॉ. अम्बेडकर का राष्ट्रवाद तार्किक और वैज्ञानिक था। वे मानते थे कि किसी भी राष्ट्र की मजबूती केवल उसकी सीमाओं या सेना से नहीं, बल्कि उसकी सामाजिक एकता और आंतरिक न्याय व्यवस्था पर निर्भर करती है। उनका यह दृष्टिकोण भारत जैसे विविधता-पूर्ण देश के लिए आज भी अत्यंत प्रासंगिक है, जहां अनेक धर्म, भाषाएं, जातियां और संस्कृतियां एक साथ सांस लेती हैं। 17 मई 1929 को बम्बई विधान परिषद द्वारा साइमन कमीशन को दी गई रिपोर्ट पर हस्ताक्षर करने से उन्होंने इनकार कर दिया था क्योंकि उसमें वंचित वर्गों के प्रतिनिधित्व की उपेक्षा की गई थी। इस रिपोर्ट में उन्होंने प्रांतों के पुनर्गठन पर अपने स्पष्ट विचार रखे। वे इस बात के विरोध में थे कि केवल भाषा के आधार पर राज्यों का विभाजन किया जाए, जिससे कट्टरता के तत्वों को बढ़ावा मिल सकता है। उनका मानना था कि ऐसा करने से राष्ट्रीय एकता कमजोर हो सकती है। उन्होंने जोर देकर कहा कि भारत की सबसे बड़ी आवश्यकता 'संयुक्त राष्ट्रीयता' की भावना विकसित करना है। उनके अनुसार, प्रत्येक नागरिक को सबसे पहले भारतीय होना चाहिए और अंत में भी भारतीय ही रहना चाहिए। जाति और संप्रदाय की संकीर्णता राष्ट्र की आत्मा को खोखला कर देती है, इसीलिए उन्होंने जातिविहीन समाज को सशक्त राष्ट्र की पहली शर्त माना। [37,906,542,1167]
